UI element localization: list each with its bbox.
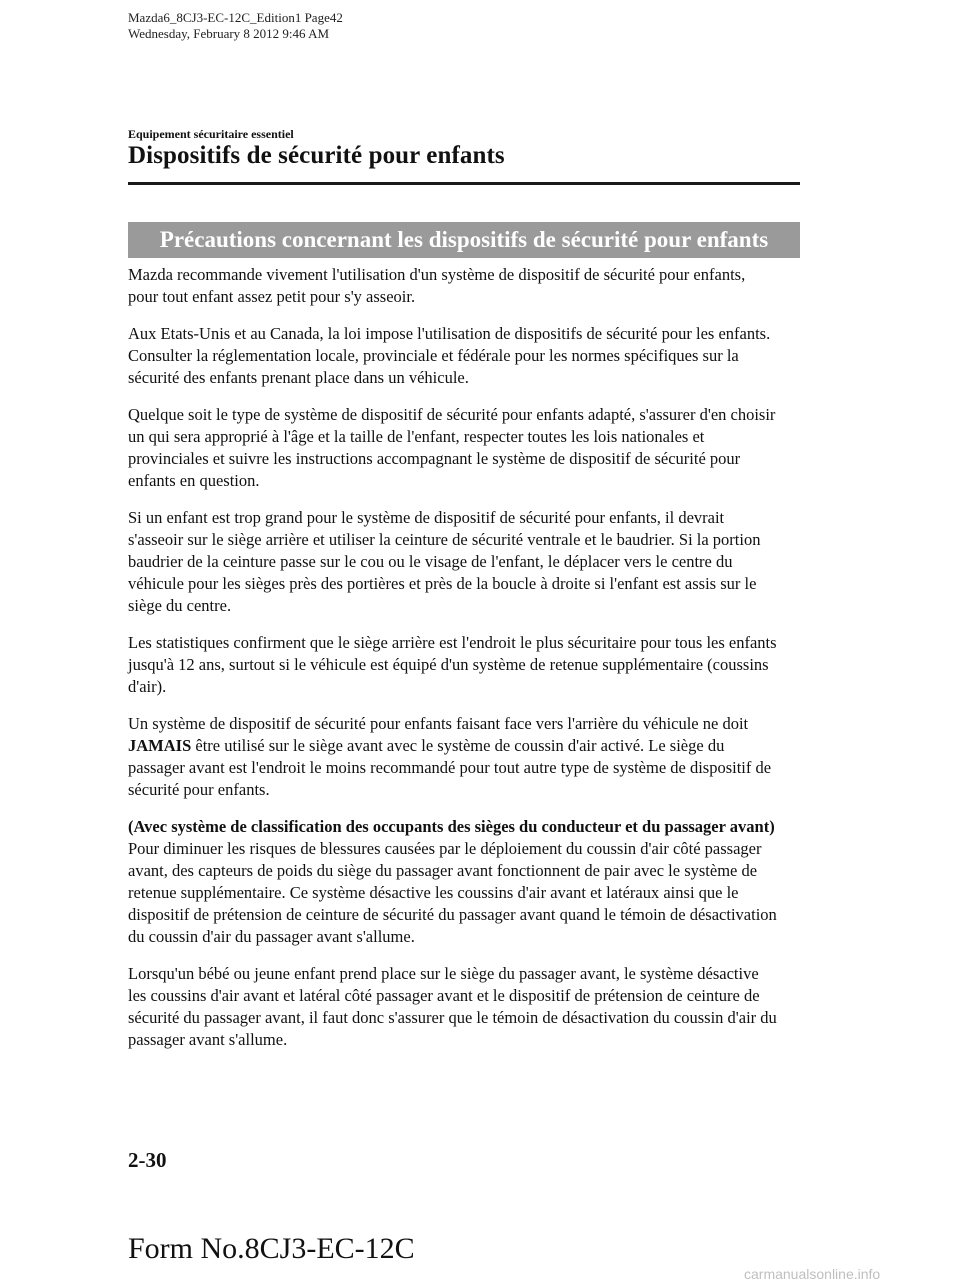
section-heading: Précautions concernant les dispositifs de sécurité pour enfants [159,227,769,252]
watermark: carmanualsonline.info [744,1266,881,1282]
paragraph-5: Les statistiques confirment que le siège arrière est l'endroit le plus sécuritaire pour tous les enfants jusqu'à 12 ans, surtout si le véhicule est équipé d'un système de retenue supplémentaire (coussins d'air). [128,633,777,696]
page-title: Dispositifs de sécurité pour enfants [128,142,505,169]
paragraph-7 [128,816,778,948]
page-number: 2-30 [128,1148,167,1172]
paragraph-4: Si un enfant est trop grand pour le système de dispositif de sécurité pour enfants, il devrait s'asseoir sur le siège arrière et utiliser la ceinture de sécurité ventrale et le baudrier. Si la portion baudrier de la ceinture passe sur le cou ou le visage de l'enfant, le déplacer vers le centre du véhicule pour les sièges près des portières et près de la boucle à droite si l'enfant est assis sur le siège du centre. [128,508,761,615]
file-header [128,10,343,42]
paragraph-2 [128,323,778,389]
body-text [128,264,778,1066]
paragraph-6-start: Un système de dispositif de sécurité pour enfants faisant face vers l'arrière du véhicule ne doit [128,714,749,733]
section-kicker: Equipement sécuritaire essentiel [128,127,294,141]
paragraph-6 [128,713,778,801]
section-heading-bar [128,222,800,258]
paragraph-6-emphasis: JAMAIS [128,736,192,755]
paragraph-2-line-a: Aux Etats-Unis et au Canada, la loi impose l'utilisation de dispositifs de sécurité pour les enfants. [128,324,771,343]
file-header-line1: Mazda6_8CJ3-EC-12C_Edition1 Page42 [128,10,343,25]
file-header-line2: Wednesday, February 8 2012 9:46 AM [128,26,330,41]
paragraph-7-condition: (Avec système de classification des occupants des sièges du conducteur et du passager avant) [128,817,775,836]
paragraph-2-line-b: Consulter la réglementation locale, provinciale et fédérale pour les normes spécifiques sur la sécurité des enfants prenant place dans un véhicule. [128,346,739,387]
title-rule [128,182,800,185]
paragraph-3: Quelque soit le type de système de dispositif de sécurité pour enfants adapté, s'assurer d'en choisir un qui sera approprié à l'âge et la taille de l'enfant, respecter toutes les lois nationales et provinciales et suivre les instructions accompagnant le système de dispositif de sécurité pour enfants en question. [128,405,776,490]
paragraph-6-end: être utilisé sur le siège avant avec le système de coussin d'air activé. Le siège du passager avant est l'endroit le moins recommandé pour tout autre type de système de dispositif de sécurité pour enfants. [128,736,772,799]
paragraph-1: Mazda recommande vivement l'utilisation d'un système de dispositif de sécurité pour enfants, pour tout enfant assez petit pour s'y asseoir. [128,265,746,306]
form-number: Form No.8CJ3-EC-12C [128,1232,415,1265]
paragraph-7-text: Pour diminuer les risques de blessures causées par le déploiement du coussin d'air côté passager avant, des capteurs de poids du siège du passager avant fonctionnent de pair avec le système de retenue supplémentaire. Ce système désactive les coussins d'air avant et latéraux ainsi que le dispositif de prétension de ceinture de sécurité du passager avant quand le témoin de désactivation du coussin d'air du passager avant s'allume. [128,839,777,946]
paragraph-8: Lorsqu'un bébé ou jeune enfant prend place sur le siège du passager avant, le système désactive les coussins d'air avant et latéral côté passager avant et le dispositif de prétension de ceinture de sécurité du passager avant, il faut donc s'assurer que le témoin de désactivation du coussin d'air du passager avant s'allume. [128,964,777,1049]
